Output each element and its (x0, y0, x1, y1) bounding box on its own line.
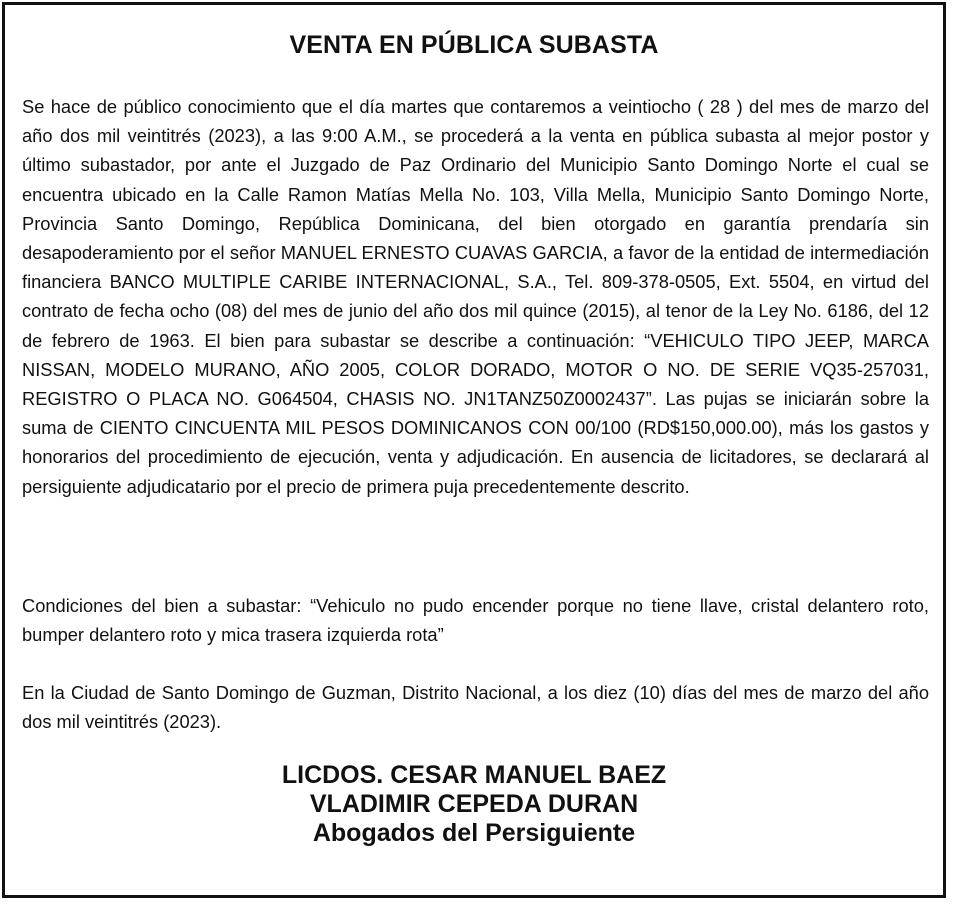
notice-paragraph-main: Se hace de público conocimiento que el día martes que contaremos a veintiocho ( 28 ) del mes de marzo del año dos mil veintitrés (2023), a las 9:00 A.M., se procederá a la venta en pública subasta al mejor postor y último subastador, por ante el Juzgado de Paz Ordinario del Municipio Santo Domingo Norte el cual se encuentra ubicado en la Calle Ramon Matías Mella No. 103, Villa Mella, Municipio Santo Domingo Norte, Provincia Santo Domingo, República Dominicana, del bien otorgado en garantía prendaría sin desapoderamiento por el señor MANUEL ERNESTO CUAVAS GARCIA, a favor de la entidad de intermediación financiera BANCO MULTIPLE CARIBE INTERNACIONAL, S.A., Tel. 809-378-0505, Ext. 5504, en virtud del contrato de fecha ocho (08) del mes de junio del año dos mil quince (2015), al tenor de la Ley No. 6186, del 12 de febrero de 1963. El bien para subastar se describe a continuación: “VEHICULO TIPO JEEP, MARCA NISSAN, MODELO MURANO, AÑO 2005, COLOR DORADO, MOTOR O NO. DE SERIE VQ35-257031, REGISTRO O PLACA NO. G064504, CHASIS NO. JN1TANZ50Z0002437”. Las pujas se iniciarán sobre la suma de CIENTO CINCUENTA MIL PESOS DOMINICANOS CON 00/100 (RD$150,000.00), más los gastos y honorarios del procedimiento de ejecución, venta y adjudicación. En ausencia de licitadores, se declarará al persiguiente adjudicatario por el precio de primera puja precedentemente descrito. (22, 96, 929, 497)
legal-notice-frame (2, 2, 946, 898)
signature-line-lawyer-2: VLADIMIR CEPEDA DURAN (309, 790, 639, 818)
notice-title: VENTA EN PÚBLICA SUBASTA (289, 31, 659, 59)
signature-block (5, 761, 943, 848)
notice-paragraph-date-place: En la Ciudad de Santo Domingo de Guzman, Distrito Nacional, a los diez (10) días del mes de marzo del año dos mil veintitrés (2023). (22, 682, 929, 733)
signature-line-lawyer-1: LICDOS. CESAR MANUEL BAEZ (281, 761, 667, 789)
signature-line-role: Abogados del Persiguiente (312, 819, 636, 847)
notice-paragraph-conditions: Condiciones del bien a subastar: “Vehiculo no pudo encender porque no tiene llave, cristal delantero roto, bumper delantero roto y mica trasera izquierda rota” (22, 595, 929, 646)
